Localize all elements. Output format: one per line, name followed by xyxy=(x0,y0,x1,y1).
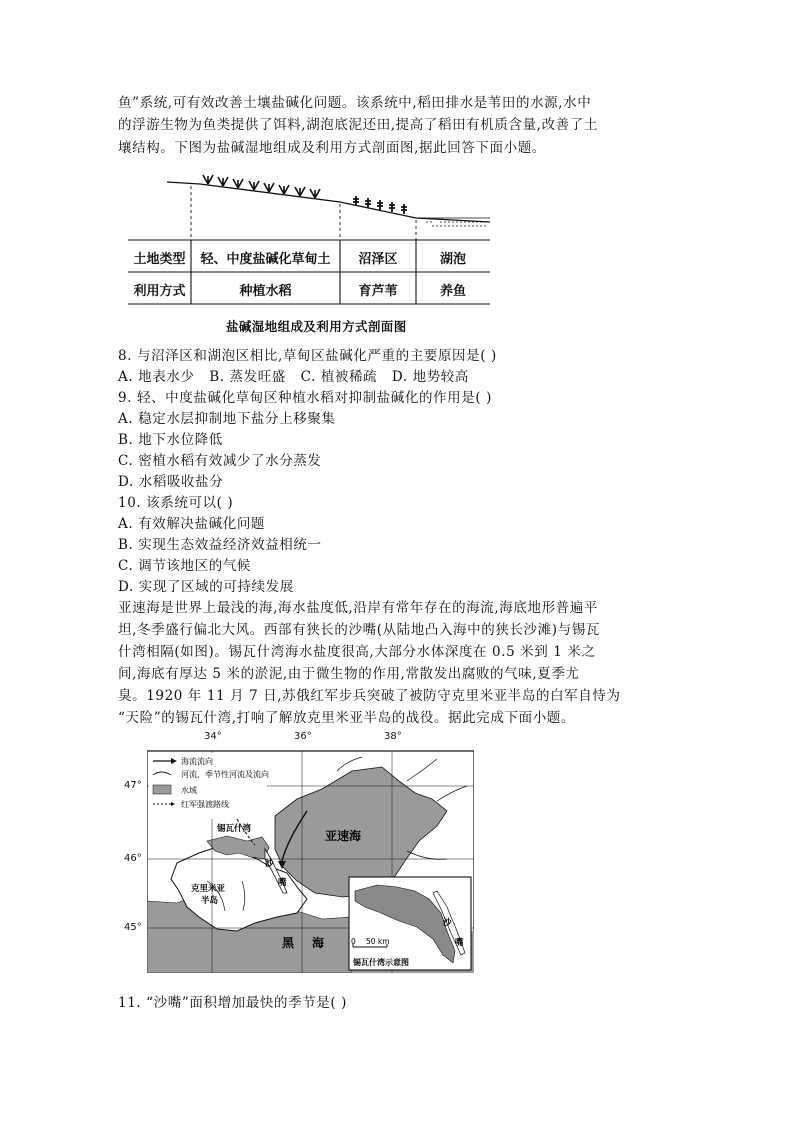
zone-dividers xyxy=(191,186,416,240)
q9-option-b: B. 地下水位降低 xyxy=(118,432,223,448)
label-spit-zui: 嘴 xyxy=(278,878,287,888)
legend-water: 水域 xyxy=(181,786,197,795)
use-rice: 种植水稻 xyxy=(239,284,292,299)
legend-river: 河流、季节性河流及流向 xyxy=(181,770,269,779)
intro-line-2: 的浮游生物为鱼类提供了饵料,湖泡底泥还田,提高了稻田有机质含量,改善了土 xyxy=(118,117,598,133)
q8-stem: 8. 与沼泽区和湖泡区相比,草甸区盐碱化严重的主要原因是( ) xyxy=(118,348,497,364)
passage2-line-6: “天险”的锡瓦什湾,打响了解放克里米亚半岛的战役。据此完成下面小题。 xyxy=(118,710,575,726)
passage2-line-2: 坦,冬季盛行偏北大风。西部有狭长的沙嘴(从陆地凸入海中的狭长沙滩)与锡瓦 xyxy=(118,622,600,638)
q10-option-c: C. 调节该地区的气候 xyxy=(118,558,252,574)
lat-45: 45° xyxy=(124,922,142,933)
q9-stem: 9. 轻、中度盐碱化草甸区种植水稻对抑制盐碱化的作用是( ) xyxy=(118,390,492,406)
label-sivash: 锡瓦什湾 xyxy=(217,824,252,834)
passage2-line-1: 亚速海是世界上最浅的海,海水盐度低,沿岸有常年存在的海流,海底地形普遍平 xyxy=(118,600,598,616)
legend-route: 红军强渡路线 xyxy=(181,800,229,809)
terrain-line xyxy=(167,182,490,222)
q8-options: A. 地表水少 B. 蒸发旺盛 C. 植被稀疏 D. 地势较高 xyxy=(118,369,470,385)
use-fish: 养鱼 xyxy=(439,284,466,299)
lon-38: 38° xyxy=(384,731,402,742)
q10-option-b: B. 实现生态效益经济效益相统一 xyxy=(118,537,322,553)
label-black-1: 黑 xyxy=(282,936,295,950)
label-black-2: 海 xyxy=(312,936,325,950)
lon-34: 34° xyxy=(204,731,222,742)
inset-title: 锡瓦什湾示意图 xyxy=(353,958,409,967)
intro-line-3: 壤结构。下图为盐碱湿地组成及利用方式剖面图,据此回答下面小题。 xyxy=(118,140,546,156)
legend-current: 海流流向 xyxy=(181,757,213,766)
label-azov: 亚速海 xyxy=(325,829,362,843)
inset-scale-0: 0 xyxy=(351,937,356,946)
q11-stem: 11. “沙嘴”面积增加最快的季节是( ) xyxy=(118,995,347,1011)
q10-option-a: A. 有效解决盐碱化问题 xyxy=(118,516,266,532)
q9-option-a: A. 稳定水层抑制地下盐分上移聚集 xyxy=(118,411,336,427)
lat-47: 47° xyxy=(124,780,142,791)
passage2-line-4: 间,海底有厚达 5 米的淤泥,由于微生物的作用,常散发出腐败的气味,夏季尤 xyxy=(118,666,580,682)
land-type-lake: 湖泡 xyxy=(439,252,466,267)
reed-plants xyxy=(353,196,407,214)
passage2-line-5: 臭。1920 年 11 月 7 日,苏俄红军步兵突破了被防守克里米亚半岛的白军自恃为 xyxy=(118,688,621,704)
use-reed: 育芦苇 xyxy=(358,284,398,299)
label-crimea-2: 半岛 xyxy=(201,896,219,906)
azov-sea-map xyxy=(147,741,474,973)
passage2-line-3: 什湾相隔(如图)。锡瓦什湾海水盐度很高,大部分水体深度在 0.5 米到 1 米之 xyxy=(118,644,596,660)
intro-line-1: 鱼”系统,可有效改善土壤盐碱化问题。该系统中,稻田排水是苇田的水源,水中 xyxy=(118,95,592,111)
label-spit-sha: 沙 xyxy=(265,859,274,869)
row1-label: 土地类型 xyxy=(133,252,186,267)
lon-36: 36° xyxy=(294,731,312,742)
q10-stem: 10. 该系统可以( ) xyxy=(118,495,234,511)
inset-scale-50: 50 km xyxy=(366,937,390,946)
inset-label-sha: 沙 xyxy=(443,918,452,928)
row2-label: 利用方式 xyxy=(133,284,186,299)
land-type-meadow: 轻、中度盐碱化草甸土 xyxy=(200,252,331,267)
inset-label-zui: 嘴 xyxy=(455,938,464,948)
diagram-caption: 盐碱湿地组成及利用方式剖面图 xyxy=(226,319,407,334)
q9-option-c: C. 密植水稻有效减少了水分蒸发 xyxy=(118,453,322,469)
q10-option-d: D. 实现了区域的可持续发展 xyxy=(118,579,294,595)
q9-option-d: D. 水稻吸收盐分 xyxy=(118,474,224,490)
lat-46: 46° xyxy=(124,853,142,864)
label-crimea-1: 克里米亚 xyxy=(191,884,226,894)
land-type-swamp: 沼泽区 xyxy=(358,252,398,267)
